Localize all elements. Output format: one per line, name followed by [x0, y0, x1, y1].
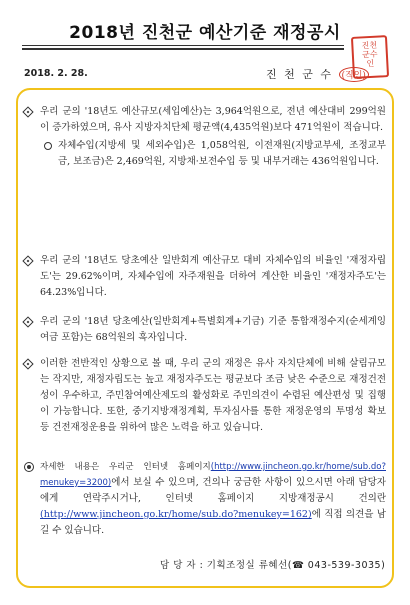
section-balance: 우리 군의 '18년 당초예산(일반회계+특별회계+기금) 기준 통합재정수지(순세계잉여금 포함)는 68억원의 흑자입니다.	[24, 314, 386, 346]
section-note: 자세한 내용은 우리군 인터넷 홈페이지(http://www.jincheon.go.kr/home/sub.do?menukey=3200)에서 보실 수 있으며, 건의나 궁금한 사항이 있으시면 아래 담당자에게 연락주시거나, 인터넷 홈페이지 지방재정공시 건의란(http://www.jincheon.go.kr/home/sub.do?menukey=162)에 직접 의견을 남길 수 있습니다.	[24, 459, 386, 539]
section-fiscal-ratio: 우리 군의 '18년도 당초예산 일반회계 예산규모 대비 자체수입의 비율인 '재정자립도'는 29.62%이며, 자체수입에 자주재원을 더하여 계산한 비율인 '재정자주도'는 64.23%입니다.	[24, 253, 386, 301]
homepage-link[interactable]: (http://www.jincheon.go.kr/home/sub.do?menukey=3200)	[40, 462, 386, 488]
issuer	[266, 66, 369, 82]
bullseye-icon	[24, 462, 34, 472]
diamond-bullet-icon	[22, 316, 33, 327]
section-budget-detail: 자체수입(지방세 및 세외수입)은 1,058억원, 이전재원(지방교부세, 조정교부금, 보조금)은 2,469억원, 지방채·보전수입 등 및 내부거래는 436억원입니다.	[58, 138, 386, 170]
circle-bullet-icon	[44, 142, 52, 150]
contact-info: 담 당 자 : 기획조정실 류혜선(☎ 043-539-3035)	[160, 560, 386, 571]
publish-date: 2018. 2. 28.	[24, 68, 88, 79]
section-budget-text: 우리 군의 '18년도 예산규모(세입예산)는 3,964억원으로, 전년 예산대비 299억원이 증가하였으며, 유사 지방자치단체 평균액(4,435억원)보다 471억원이 적습니다.	[40, 106, 386, 133]
official-seal: 진천 군수 인	[351, 35, 389, 79]
diamond-bullet-icon	[22, 358, 33, 369]
issuer-seal: (직인)	[339, 67, 369, 82]
suggestion-link[interactable]: (http://www.jincheon.go.kr/home/sub.do?menukey=162)	[40, 509, 312, 520]
diamond-bullet-icon	[22, 255, 33, 266]
section-budget	[24, 104, 386, 170]
issuer-name: 진 천 군 수	[266, 68, 333, 81]
title-rule-bottom	[22, 48, 344, 50]
section-summary: 이러한 전반적인 상황으로 볼 때, 우리 군의 재정은 유사 자치단체에 비해 살림규모는 작지만, 재정자립도는 높고 재정자주도는 평균보다 조금 낮은 수준으로 재정건전성이 우수하고, 주민참여예산제도의 활성화로 주민의견이 수렴된 예산편성 및 집행이 가능합니다. 또한, 중기지방재정계획, 투자심사를 통한 재정운영의 투명성 확보 등 건전재정운용을 위하여 많은 노력을 하고 있습니다.	[24, 356, 386, 436]
page-title: 2018년 진천군 예산기준 재정공시	[69, 23, 341, 43]
title-rule-top	[22, 45, 344, 46]
diamond-bullet-icon	[22, 106, 33, 117]
